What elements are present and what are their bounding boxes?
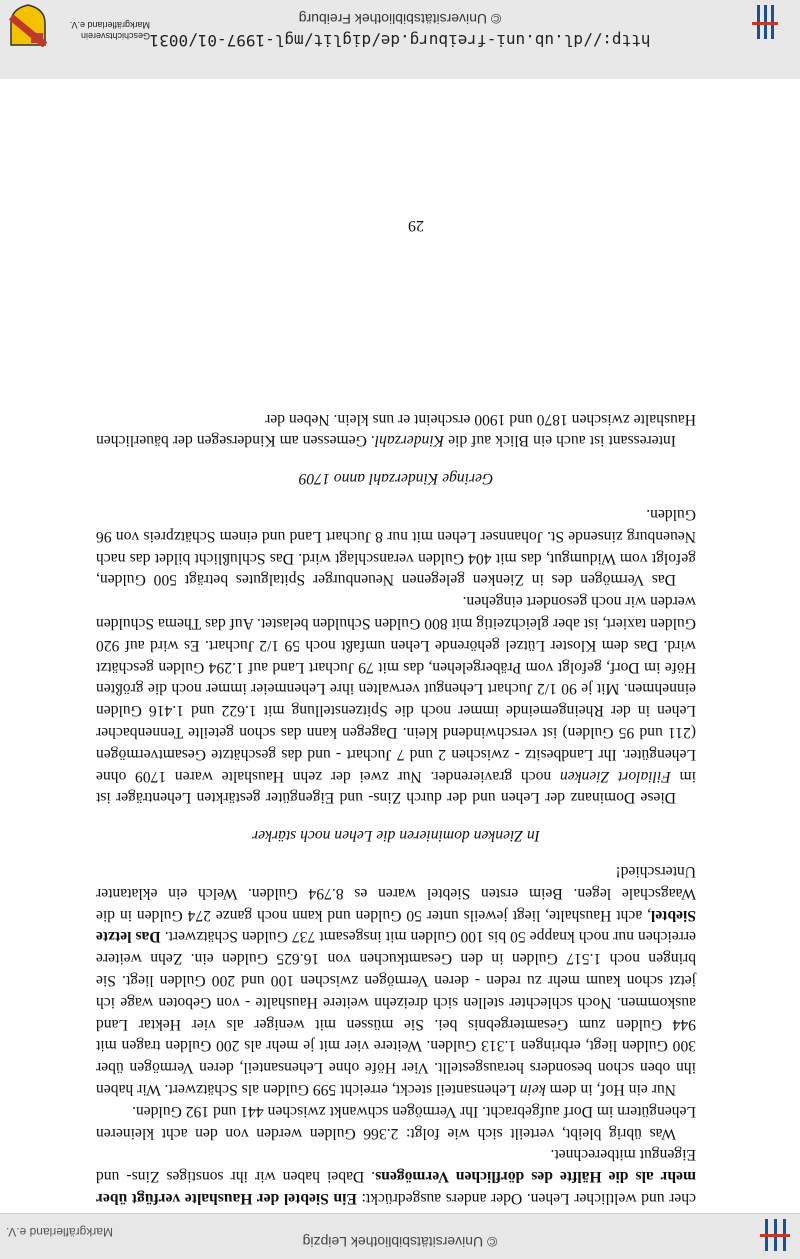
footer-bar [0,0,800,79]
section-heading: Geringe Kinderzahl anno 1709 [298,470,494,488]
coat-of-arms-icon [9,3,47,47]
paragraph: cher und weltlicher Lehen. Oder anders ausgedrückt: Ein Siebtel der Haushalte verfügt über mehr als die Hälfte des dörflichen Vermögens. Dabei haben wir ihr sonstiges Zins- und Eigengut mitberechnet. [96,1146,696,1207]
society-block [5,1,150,47]
paragraph: Nur ein Hof, in dem kein Lehensanteil steckt, erreicht 599 Gulden als Schätzwert. Wir haben ihn oben schon besonders herausgestellt. Vier Höfe ohne Lehensanteil, deren Vermögen über 300 Gulden liegt, erbringen 1.313 Gulden. Weitere vier mit je mehr als 200 Gulden tragen mit 944 Gulden zum Gesamtergebnis bei. Sie müssen mit weniger als vier Hektar Land auskommen. Noch schlechter stellen sich dreizehn weitere Haushalte - von Geboten wage ich jetzt schon kaum mehr zu reden - deren Vermögen zwischen 100 und 200 Gulden liegt. Sie bringen noch 1.517 Gulden in den Gesamtkuchen von 16.625 Gulden ein. Zehn weitere erreichen nur noch knappe 50 bis 100 Gulden mit insgesamt 737 Gulden Schätzwert. Das letzte Siebtel, acht Haushalte, liegt jeweils unter 50 Gulden und kann noch ganze 274 Gulden in die Waagschale legen. Beim ersten Siebtel waren es 8.794 Gulden. Welch ein eklatanter Unterschied! [96,863,696,1099]
viewer-toolbar [0,1213,800,1259]
society-name: Geschichtsverein Markgräflerland e.V. [69,20,150,41]
viewer-title: © Universitätsbibliothek Leipzig [302,1234,498,1250]
copyright-text: © Universitätsbibliothek Freiburg [298,11,502,27]
permalink-url[interactable]: http://dl.ub.uni-freiburg.de/diglit/mgl-1997-01/0031 [149,31,651,50]
section-heading: In Zienken dominieren die Lehen noch stärker [252,827,540,845]
paragraph: Diese Dominanz der Lehen und der durch Zins- und Eigengüter gestärkten Lehenträger ist im Filialort Zienken noch gravierender. Nur zwei der zehn Haushalte waren 1709 ohne Lehengüter. Ihr Landbesitz - zwischen 2 und 7 Juchart - und das geschätzte Gesamtvermögen (211 und 95 Gulden) ist verschwindend klein. Dagegen kann das schon geteilte Tennenbacher Lehen in der Rheingemeinde immer noch die Spitzenstellung mit 1.622 und 1.416 Gulden einnehmen. Mit je 90 1/2 Juchart Lehengut verwalten ihre Lehenmeier immer noch die größten Höfe im Dorf, gefolgt vom Präbergelehen, das mit 79 Juchart Land auf 1.294 Gulden geschätzt wird. Das dem Kloster Lützel gehörende Lehen umfaßt noch 59 1/2 Juchart. Es wird auf 920 Gulden taxiert, ist aber gleichzeitig mit 800 Gulden Schulden belastet. Auf das Thema Schulden werden wir noch gesondert eingehen. [96,593,696,807]
paragraph: Was übrig bleibt, verteilt sich wie folgt: 2.366 Gulden werden von den acht kleineren Lehengütern im Dorf aufgebracht. Ihr Vermögen schwankt zwischen 441 und 192 Gulden. [96,1102,696,1142]
viewer-society: Markgräflerland e.V. [6,1225,113,1239]
page-text [96,408,696,1209]
paragraph: Das Vermögen des in Zienken gelegenen Neuenburger Spitalgutes beträgt 500 Gulden, gefolgt vom Widumgut, das mit 404 Gulden veranschlagt wird. Das Schlußlicht bildet das nach Neuenburg zinsende St. Johannser Lehen mit nur 8 Juchart Land und einem Schätzpreis von 96 Gulden. [96,506,696,589]
paragraph: Interessant ist auch ein Blick auf die Kinderzahl. Gemessen am Kindersegen der bäuerlichen Haushalte zwischen 1870 und 1900 erscheint er uns klein. Neben der [96,410,696,450]
page-number: 29 [408,217,424,234]
